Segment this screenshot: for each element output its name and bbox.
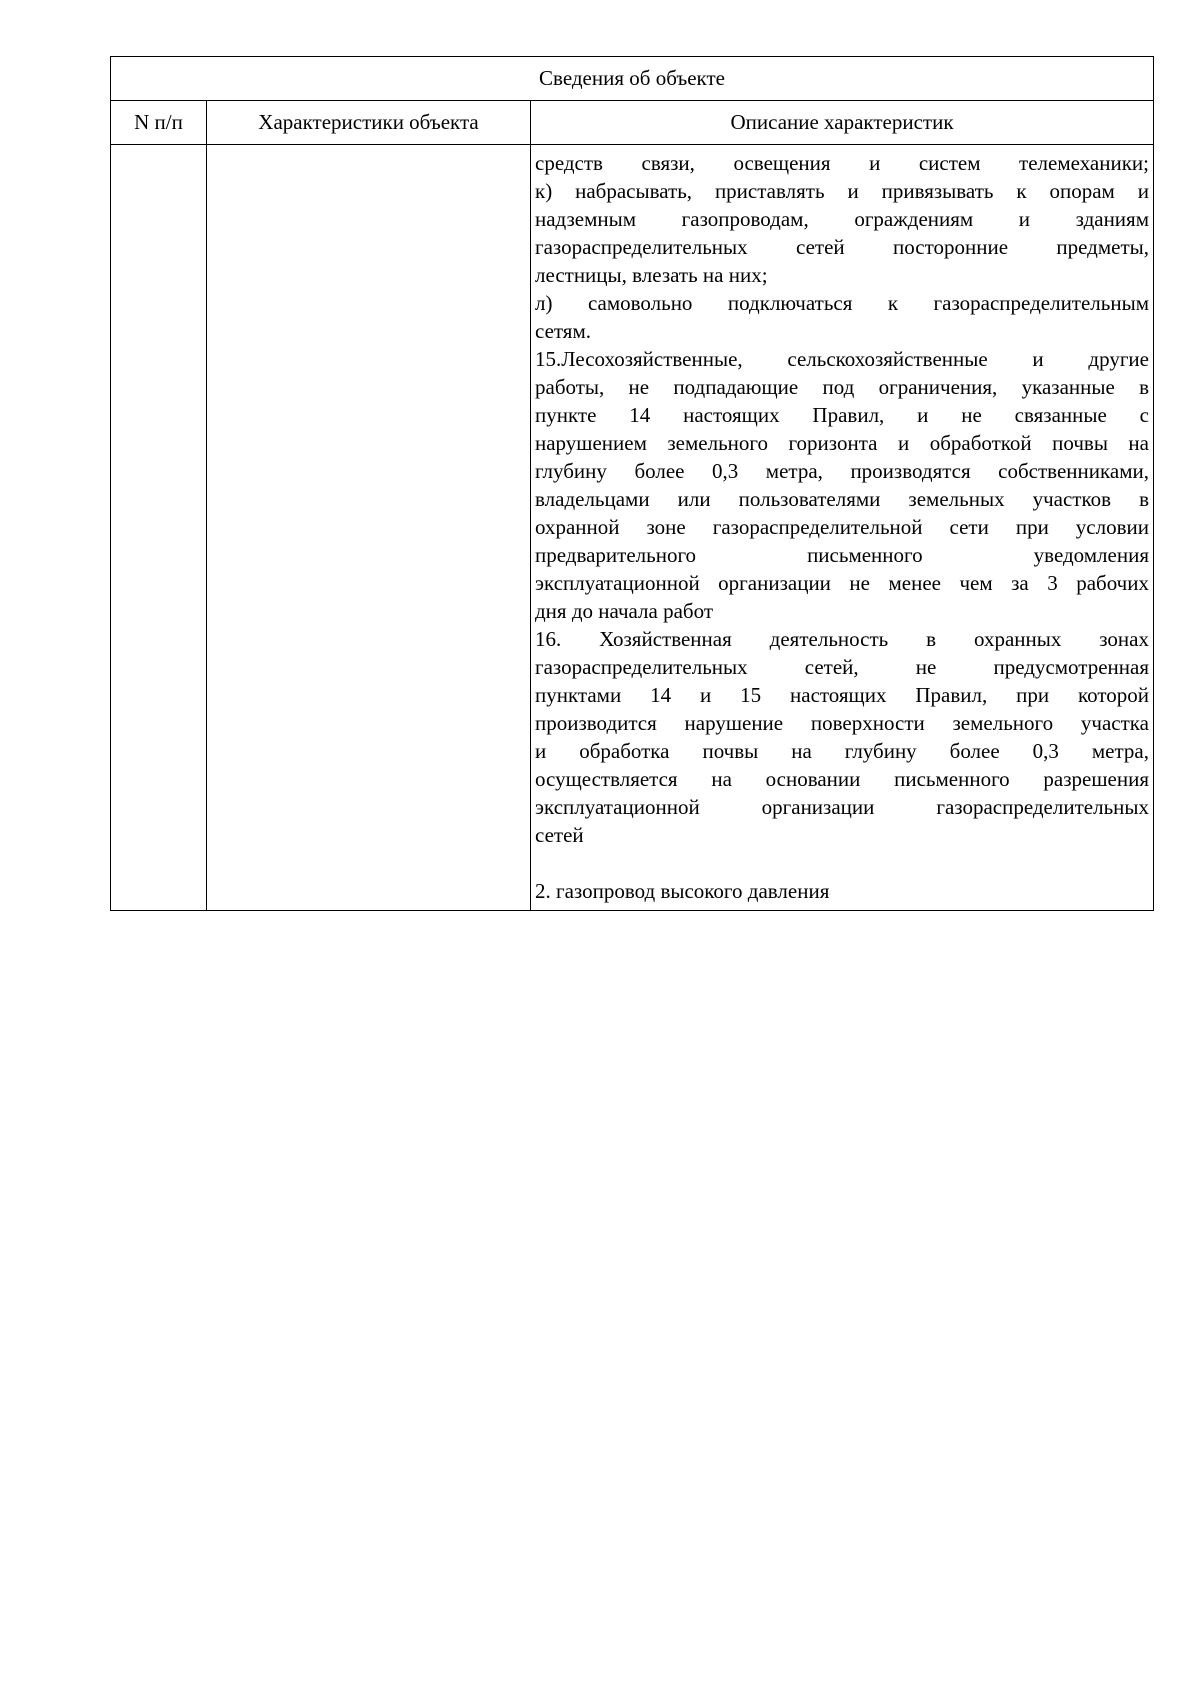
description-line: газораспределительных сетей, не предусмотренная [535,655,1149,679]
description-line: работы, не подпадающие под ограничения, указанные в [535,375,1149,399]
table-title-row [111,57,1154,101]
description-line: пункте 14 настоящих Правил, и не связанные с [535,403,1149,427]
description-line: пунктами 14 и 15 настоящих Правил, при которой [535,683,1149,707]
description-line: нарушением земельного горизонта и обработкой почвы на [535,431,1149,455]
description-line: 16. Хозяйственная деятельность в охранных зонах [535,627,1149,651]
cell-num [111,145,207,911]
description-line: сетей [535,823,584,847]
description-line: и обработка почвы на глубину более 0,3 метра, [535,739,1149,763]
header-description: Описание характеристик [531,101,1154,145]
description-line: производится нарушение поверхности земельного участка [535,711,1149,735]
description-line: 15.Лесохозяйственные, сельскохозяйственные и другие [535,347,1149,371]
table-header-row [111,101,1154,145]
description-line: л) самовольно подключаться к газораспределительным [535,291,1149,315]
description-line: эксплуатационной организации не менее чем за 3 рабочих [535,571,1149,595]
description-line: сетям. [535,319,591,343]
description-line: предварительного письменного уведомления [535,543,1149,567]
table-row [111,145,1154,911]
description-line: эксплуатационной организации газораспределительных [535,795,1149,819]
header-num: N п/п [111,101,207,145]
description-line: к) набрасывать, приставлять и привязывать к опорам и [535,179,1149,203]
description-line: осуществляется на основании письменного разрешения [535,767,1149,791]
description-line: глубину более 0,3 метра, производятся собственниками, [535,459,1149,483]
object-info-table [110,56,1154,911]
description-line: надземным газопроводам, ограждениям и зданиям [535,207,1149,231]
description-line: лестницы, влезать на них; [535,263,768,287]
description-line: газораспределительных сетей посторонние предметы, [535,235,1149,259]
cell-characteristics [207,145,531,911]
table-title: Сведения об объекте [111,57,1154,101]
description-line: владельцами или пользователями земельных участков в [535,487,1149,511]
header-characteristics: Характеристики объекта [207,101,531,145]
description-line: средств связи, освещения и систем телемеханики; [535,151,1149,175]
description-line: охранной зоне газораспределительной сети при условии [535,515,1149,539]
cell-description [531,145,1154,911]
description-spacer [535,849,1149,877]
description-line: дня до начала работ [535,599,714,623]
description-line: 2. газопровод высокого давления [535,879,830,903]
